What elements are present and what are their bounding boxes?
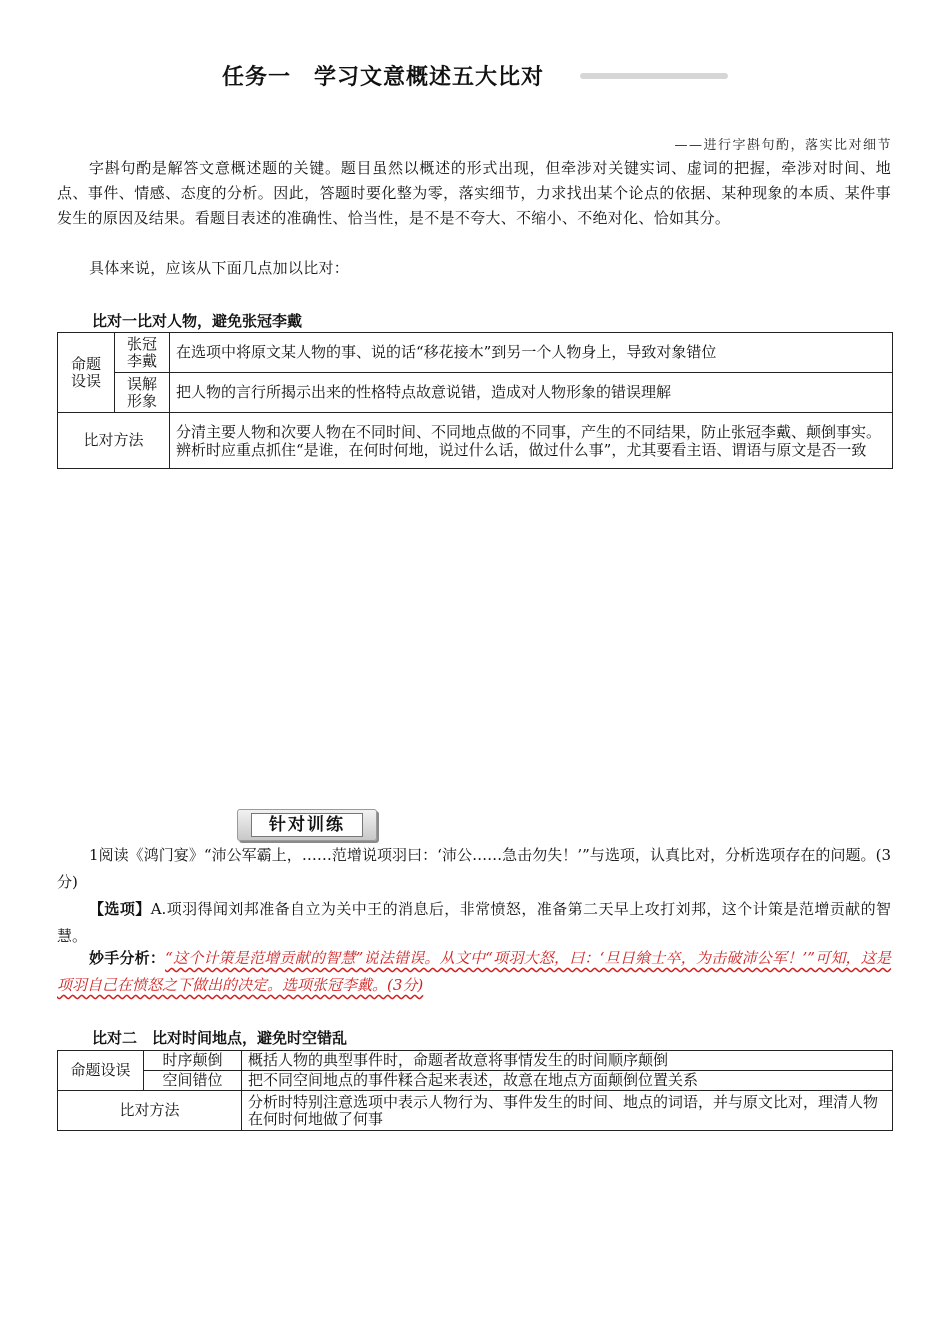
error-type: 时序颠倒: [144, 1051, 242, 1071]
training-badge-label: 针对训练: [251, 813, 363, 837]
section2-heading: 比对二 比对时间地点，避免时空错乱: [92, 1029, 348, 1047]
error-type-cell: [115, 373, 170, 413]
question-text: 1阅读《鸿门宴》“沛公军霸上，……范增说项羽曰：‘沛公……急击勿失！’”与选项，认真比对，分析选项存在的问题。(3分): [57, 846, 891, 891]
option-block: [57, 896, 891, 950]
analysis-label: 妙手分析：: [89, 949, 166, 967]
error-desc: 在选项中将原文某人物的事、说的话“移花接木”到另一个人物身上，导致对象错位: [170, 333, 893, 373]
epigraph: ——进行字斟句酌，落实比对细节: [674, 138, 892, 153]
intro-paragraph: 字斟句酌是解答文意概述题的关键。题目虽然以概述的形式出现，但牵涉对关键实词、虚词的把握，牵涉对时间、地点、事件、情感、态度的分析。因此，答题时要化整为零，落实细节，力求找出某个论点的依据、某种现象的本质、某件事发生的原因及结果。看题目表述的准确性、恰当性，是不是不夸大、不缩小、不绝对化、恰如其分。: [57, 159, 891, 227]
error-desc: 把不同空间地点的事件糅合起来表述，故意在地点方面颠倒位置关系: [242, 1071, 893, 1091]
intro-paragraph: 具体来说，应该从下面几点加以比对：: [89, 259, 350, 277]
option-label: 【选项】: [89, 900, 151, 918]
analysis-text: “这个计策是范增贡献的智慧”说法错误。从文中“项羽大怒，曰：‘旦日飨士卒，为击破沛公军！’”可知，这是项羽自己在愤怒之下做出的决定。选项张冠李戴。(3分): [57, 949, 891, 994]
error-desc: 把人物的言行所揭示出来的性格特点故意说错，造成对人物形象的错误理解: [170, 373, 893, 413]
analysis-block: [57, 945, 891, 999]
error-type-cell: [115, 333, 170, 373]
section2-table: [57, 1050, 893, 1131]
option-text: A.项羽得闻刘邦准备自立为关中王的消息后，非常愤怒，准备第二天早上攻打刘邦，这个计策是范增贡献的智慧。: [57, 900, 891, 945]
error-type: 张冠李戴: [126, 334, 157, 370]
page-title: 任务一 学习文意概述五大比对: [222, 65, 545, 90]
setup-label: 命题设误: [58, 1051, 144, 1091]
method-text: 分清主要人物和次要人物在不同时间、不同地点做的不同事，产生的不同结果，防止张冠李戴、颠倒事实。辨析时应重点抓住“是谁，在何时何地，说过什么话，做过什么事”，尤其要看主语、谓语与原文是否一致: [170, 413, 893, 469]
training-badge: [237, 809, 377, 841]
error-type: 空间错位: [144, 1071, 242, 1091]
method-label: 比对方法: [58, 413, 170, 469]
section1-heading: 比对一比对人物，避免张冠李戴: [92, 312, 303, 330]
error-type: 误解形象: [126, 374, 157, 410]
setup-label: 命题设误: [70, 354, 101, 390]
method-text: 分析时特别注意选项中表示人物行为、事件发生的时间、地点的词语，并与原文比对，理清人物在何时何地做了何事: [242, 1091, 893, 1131]
error-desc: 概括人物的典型事件时，命题者故意将事情发生的时间顺序颠倒: [242, 1051, 893, 1071]
setup-label-cell: [58, 333, 115, 413]
method-label: 比对方法: [58, 1091, 242, 1131]
title-decoration-bar: [580, 73, 728, 79]
section1-table: [57, 332, 893, 469]
